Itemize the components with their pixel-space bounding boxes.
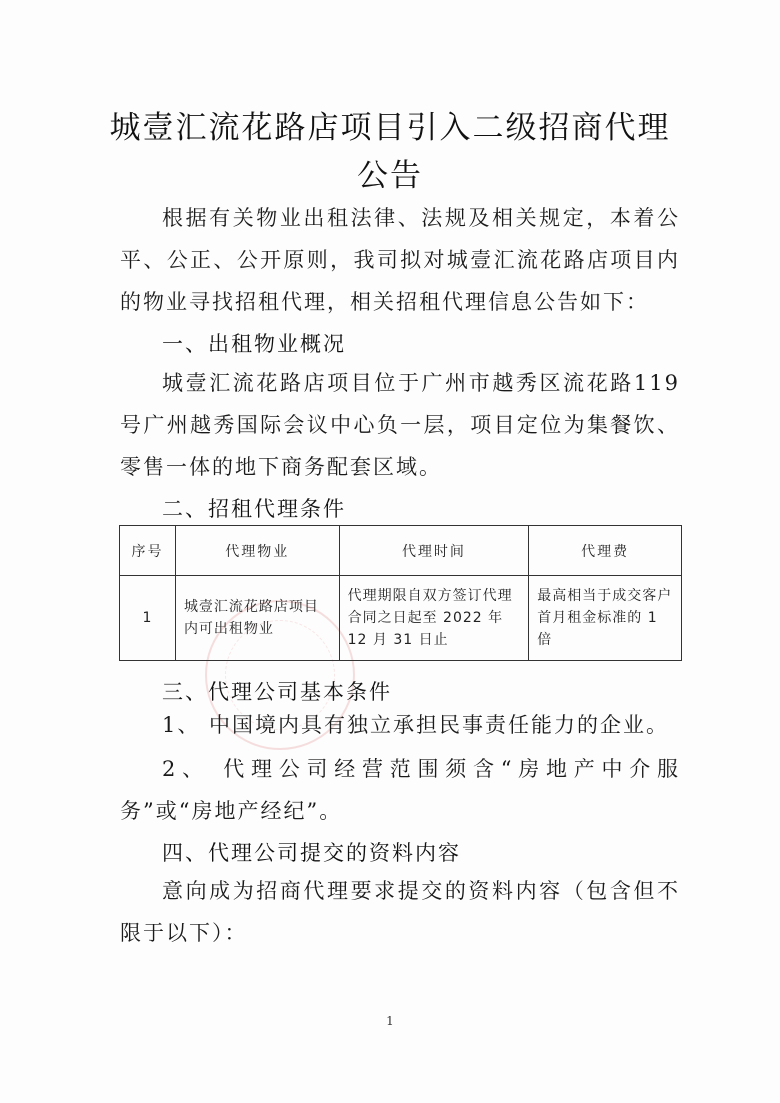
header-fee: 代理费 xyxy=(529,526,682,576)
cell-period: 代理期限自双方签订代理合同之日起至 2022 年 12 月 31 日止 xyxy=(339,576,529,661)
cell-property: 城壹汇流花路店项目内可出租物业 xyxy=(175,576,339,661)
header-property: 代理物业 xyxy=(175,526,339,576)
cell-fee: 最高相当于成交客户首月租金标准的 1 倍 xyxy=(529,576,682,661)
section-1-body: 城壹汇流花路店项目位于广州市越秀区流花路119号广州越秀国际会议中心负一层，项目定位为集餐饮、零售一体的地下商务配套区域。 xyxy=(120,371,680,479)
cell-no: 1 xyxy=(120,576,176,661)
header-no: 序号 xyxy=(120,526,176,576)
section-4-body: 意向成为招商代理要求提交的资料内容（包含但不限于以下）： xyxy=(120,879,680,945)
document-title-line-1: 城壹汇流花路店项目引入二级招商代理 xyxy=(109,110,671,146)
page-number: 1 xyxy=(386,1014,394,1028)
section-3-item-2: 2、 代理公司经营范围须含“房地产中介服务”或“房地产经纪”。 xyxy=(120,757,680,823)
section-3-item-1: 1、 中国境内具有独立承担民事责任能力的企业。 xyxy=(162,713,670,737)
section-1-heading: 一、出租物业概况 xyxy=(162,332,346,356)
agency-terms-table xyxy=(119,525,682,661)
section-3-heading: 三、代理公司基本条件 xyxy=(162,680,392,704)
document-title-line-2: 公告 xyxy=(357,158,423,194)
table-row xyxy=(120,576,682,661)
intro-paragraph: 根据有关物业出租法律、法规及相关规定，本着公平、公正、公开原则，我司拟对城壹汇流花路店项目内的物业寻找招租代理，相关招租代理信息公告如下： xyxy=(120,206,680,314)
section-4-heading: 四、代理公司提交的资料内容 xyxy=(162,841,461,865)
header-period: 代理时间 xyxy=(339,526,529,576)
table-header-row xyxy=(120,526,682,576)
section-2-heading: 二、招租代理条件 xyxy=(162,497,346,521)
